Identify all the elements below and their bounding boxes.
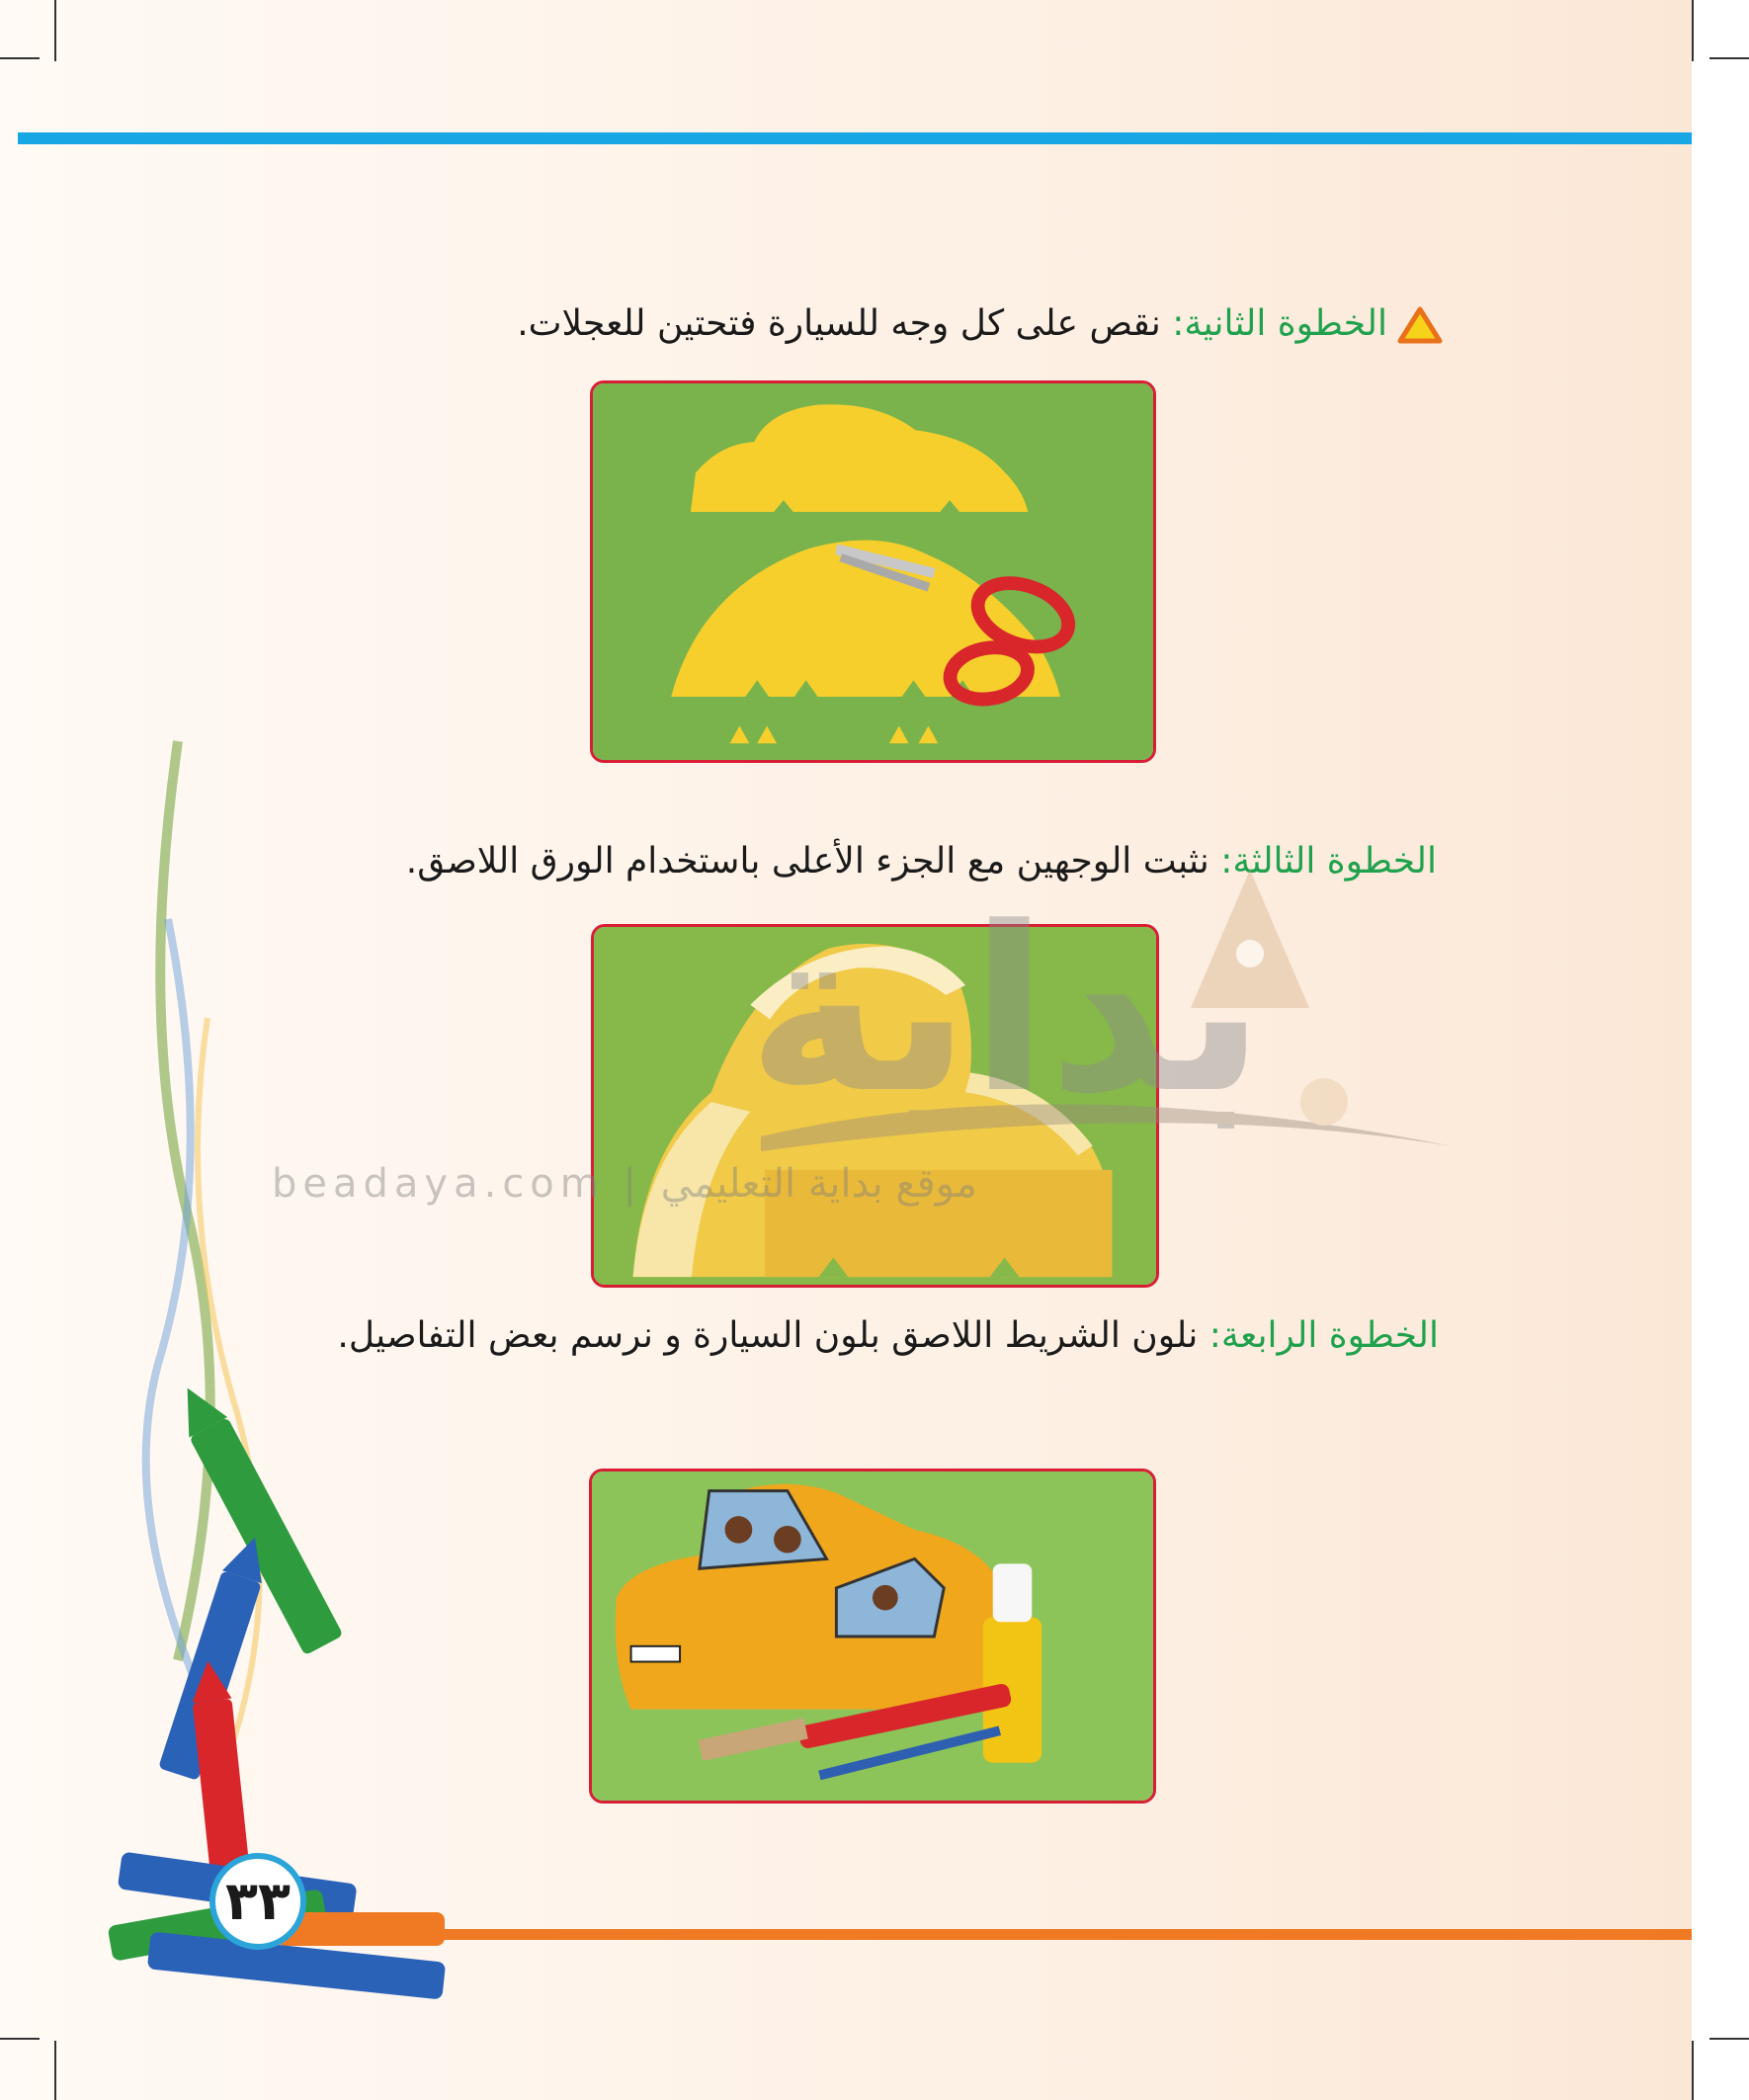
photo-painted-car	[589, 1469, 1156, 1804]
crop-mark	[1692, 2041, 1694, 2100]
crop-mark	[1692, 0, 1694, 61]
step-text: نثبت الوجهين مع الجزء الأعلى باستخدام الورق اللاصق.	[405, 841, 1221, 882]
triangle-bullet-icon	[1397, 306, 1443, 344]
top-rule	[18, 132, 1692, 144]
watermark-caption: beadaya.com | موقع بداية التعليمي	[272, 1161, 977, 1207]
bottom-rule	[425, 1929, 1692, 1940]
crayons-decoration	[99, 721, 474, 2006]
step-three	[350, 822, 1437, 901]
step-label: الخطوة الثالثة:	[1220, 841, 1437, 882]
crop-mark	[0, 2038, 40, 2040]
photo-cut-wheel-openings	[590, 380, 1156, 763]
step-label: الخطوة الثانية:	[1172, 303, 1387, 344]
crop-mark	[54, 0, 56, 61]
crop-mark	[1709, 57, 1749, 59]
page-number: ٣٣	[209, 1853, 306, 1950]
step-label: الخطوة الرابعة:	[1208, 1315, 1439, 1356]
step-two	[356, 285, 1443, 364]
photo-assembled-car-body	[591, 924, 1159, 1288]
watermark-word: بداية	[747, 880, 1265, 1143]
crop-mark	[1709, 2038, 1749, 2040]
crop-mark	[54, 2041, 56, 2100]
step-text: نلون الشريط اللاصق بلون السيارة و نرسم بعض التفاصيل.	[337, 1315, 1209, 1356]
crop-mark	[0, 57, 40, 59]
step-text: نقص على كل وجه للسيارة فتحتين للعجلات.	[517, 303, 1173, 344]
